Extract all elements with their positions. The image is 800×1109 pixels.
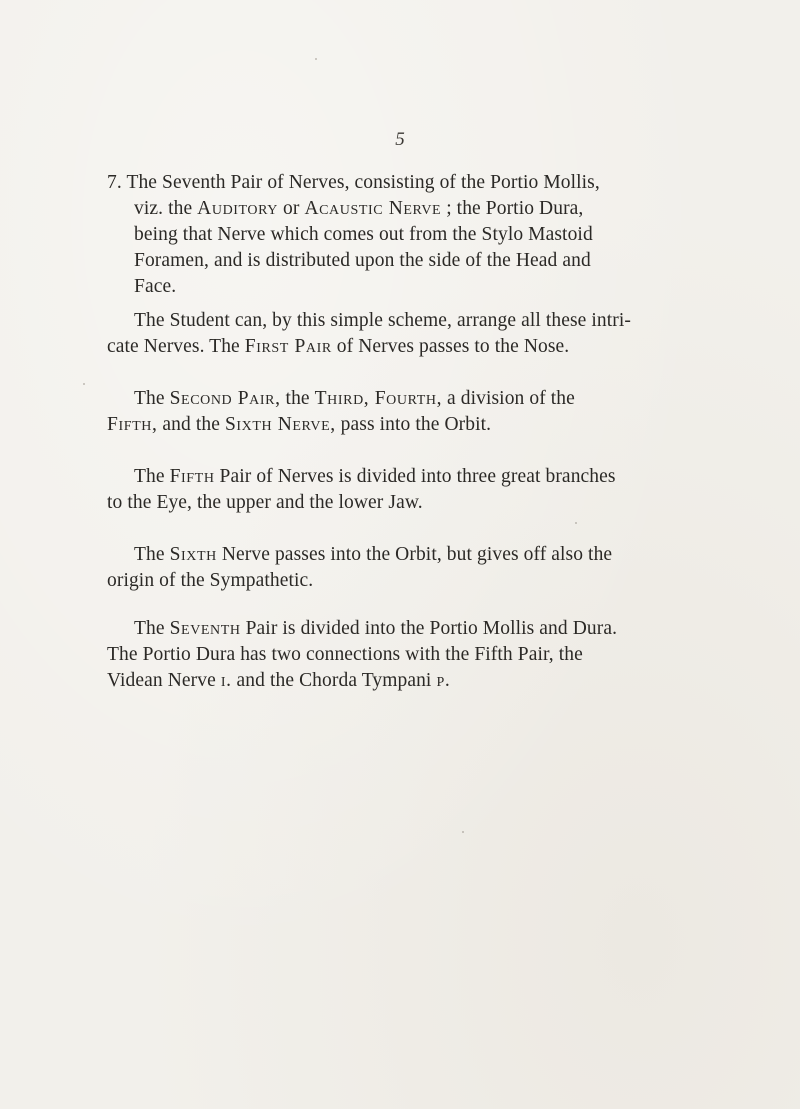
page-number: 5 <box>395 129 405 150</box>
text-line <box>107 170 600 196</box>
text-run: the <box>280 388 315 409</box>
small-caps-run: Seventh <box>169 618 241 639</box>
text-run: Foramen, and is distributed upon the side of the Head and <box>134 250 591 271</box>
text-run: 7. The Seventh Pair of Nerves, consisting of the Portio Mollis, <box>107 172 600 193</box>
small-caps-run: Sixth <box>169 544 217 565</box>
text-run: Pair of Nerves is divided into three great branches <box>214 466 616 487</box>
text-run: Nerve passes into the Orbit, but gives off also the <box>216 544 613 565</box>
text-run: and the <box>157 414 225 435</box>
text-run: being that Nerve which comes out from the Stylo Mastoid <box>134 224 593 245</box>
small-caps-run: Acaustic Nerve <box>304 198 442 219</box>
text-line <box>107 642 617 668</box>
text-line <box>107 668 617 694</box>
small-caps-run: Third, Fourth, <box>314 388 443 409</box>
paragraph-orbit-nerves <box>107 386 575 438</box>
paragraph-sixth-nerve <box>107 542 612 594</box>
text-run: of Nerves passes to the Nose. <box>331 336 570 357</box>
small-caps-run: Second Pair, <box>169 388 281 409</box>
text-run: The <box>134 466 170 487</box>
text-run: viz. the <box>134 198 198 219</box>
small-caps-run: Fifth <box>169 466 215 487</box>
small-caps-run: Sixth Nerve, <box>224 414 336 435</box>
text-line <box>107 334 631 360</box>
text-line <box>107 412 575 438</box>
text-run: The <box>134 388 170 409</box>
text-run: and the Chorda Tympani <box>231 670 437 691</box>
text-run: a division of the <box>442 388 575 409</box>
text-run: to the Eye, the upper and the lower Jaw. <box>107 492 423 513</box>
text-run: pass into the Orbit. <box>335 414 492 435</box>
text-run: cate Nerves. The <box>107 336 245 357</box>
text-line <box>134 542 612 568</box>
text-line <box>134 196 600 222</box>
text-line <box>134 464 616 490</box>
text-run: ; the Portio Dura, <box>441 198 584 219</box>
paper-speck <box>462 831 464 833</box>
text-run: Face. <box>134 276 177 297</box>
small-caps-run: First Pair <box>244 336 332 357</box>
paragraph-student-scheme <box>107 308 631 360</box>
text-line <box>107 568 612 594</box>
text-line <box>134 308 631 334</box>
text-line <box>134 616 617 642</box>
text-run: The Student can, by this simple scheme, arrange all these intri- <box>134 310 632 331</box>
paragraph-fifth-pair <box>107 464 616 516</box>
text-line <box>134 386 575 412</box>
small-caps-run: Fifth, <box>107 414 158 435</box>
small-caps-run: Auditory <box>197 198 279 219</box>
paper-speck <box>575 522 577 524</box>
small-caps-run: p. <box>436 670 451 691</box>
text-run: origin of the Sympathetic. <box>107 570 314 591</box>
paragraph-seventh-pair <box>107 170 600 300</box>
text-line <box>134 274 600 300</box>
text-run: The <box>134 544 170 565</box>
paragraph-seventh-division <box>107 616 617 694</box>
small-caps-run: i. <box>220 670 232 691</box>
text-run: Pair is divided into the Portio Mollis and Dura. <box>240 618 618 639</box>
paper-speck <box>315 58 317 60</box>
text-run: Videan Nerve <box>107 670 221 691</box>
text-run: The <box>134 618 170 639</box>
text-line <box>134 248 600 274</box>
text-run: or <box>278 198 305 219</box>
text-run: The Portio Dura has two connections with the Fifth Pair, the <box>107 644 583 665</box>
text-line <box>134 222 600 248</box>
text-line <box>107 490 616 516</box>
paper-speck <box>83 383 85 385</box>
